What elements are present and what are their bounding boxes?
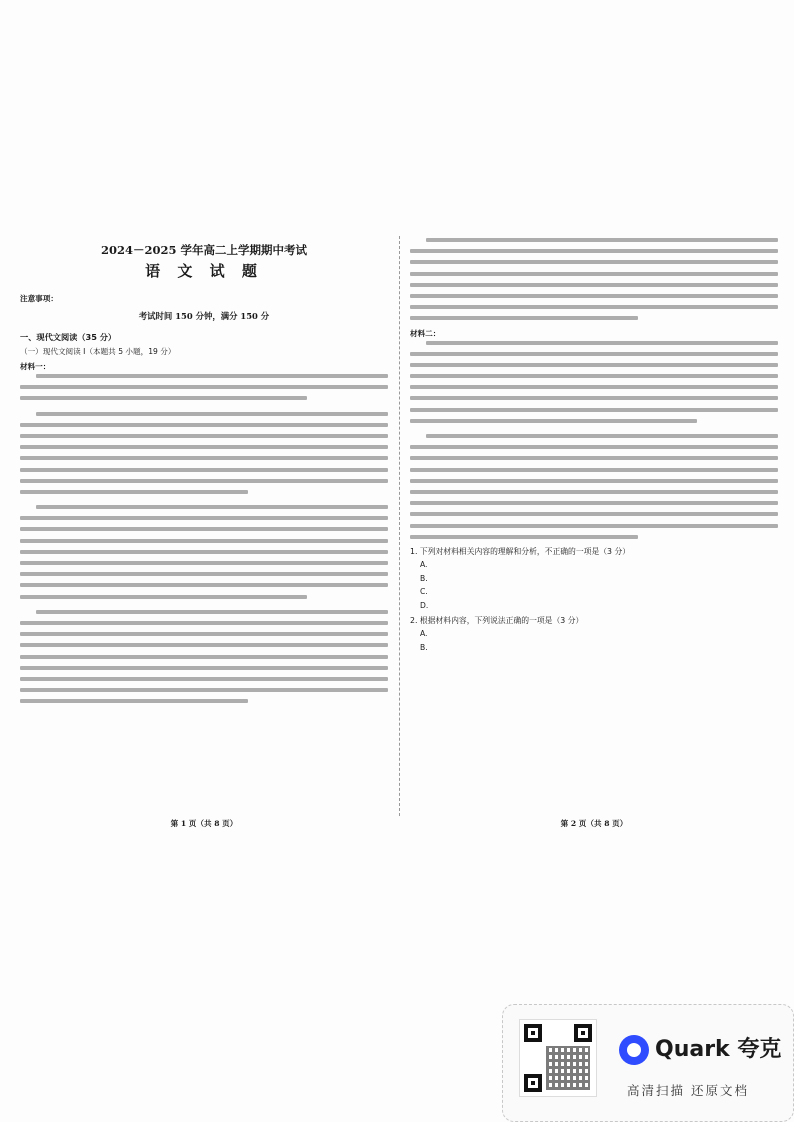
material-1-label: 材料一： xyxy=(20,362,51,371)
page-1-column xyxy=(20,236,388,816)
subject-title: 语 文 试 题 xyxy=(145,262,263,280)
question-1-option-b: B. xyxy=(420,573,428,583)
page-2-footer: 第 2 页（共 8 页） xyxy=(560,819,628,828)
material-2-text-block xyxy=(410,341,778,539)
quark-scan-watermark xyxy=(502,1004,794,1122)
question-1-option-c: C. xyxy=(420,587,428,597)
subsection-heading: （一）现代文阅读 I（本题共 5 小题，19 分） xyxy=(20,347,176,356)
question-2-option-b: B. xyxy=(420,642,428,652)
exam-time: 考试时间 150 分钟，满分 150 分 xyxy=(138,311,270,321)
notes-heading: 注意事项： xyxy=(20,294,58,303)
section-heading: 一、现代文阅读（35 分） xyxy=(20,332,117,342)
watermark-brand: Quark 夸克 xyxy=(655,1037,782,1062)
quark-logo-icon xyxy=(619,1035,649,1065)
question-2: 2. 根据材料内容，下列说法正确的一项是（3 分） xyxy=(410,615,584,625)
exam-notes xyxy=(20,293,388,304)
exam-title: 2024－2025 学年高二上学期期中考试 xyxy=(100,243,308,257)
question-1: 1. 下列对材料相关内容的理解和分析，不正确的一项是（3 分） xyxy=(410,546,631,556)
question-1-option-d: D. xyxy=(420,600,429,610)
page-2-column xyxy=(410,236,778,816)
question-1-option-a: A. xyxy=(420,560,428,570)
material-1-text-block xyxy=(20,374,388,703)
material-1-continued-text xyxy=(410,238,778,320)
question-2-option-a: A. xyxy=(420,629,428,639)
watermark-slogan: 高清扫描 还原文档 xyxy=(627,1083,749,1098)
page-1-footer: 第 1 页（共 8 页） xyxy=(170,819,238,828)
page-divider xyxy=(399,236,400,816)
qr-code-icon[interactable] xyxy=(519,1019,597,1097)
material-2-label: 材料二： xyxy=(410,328,441,338)
